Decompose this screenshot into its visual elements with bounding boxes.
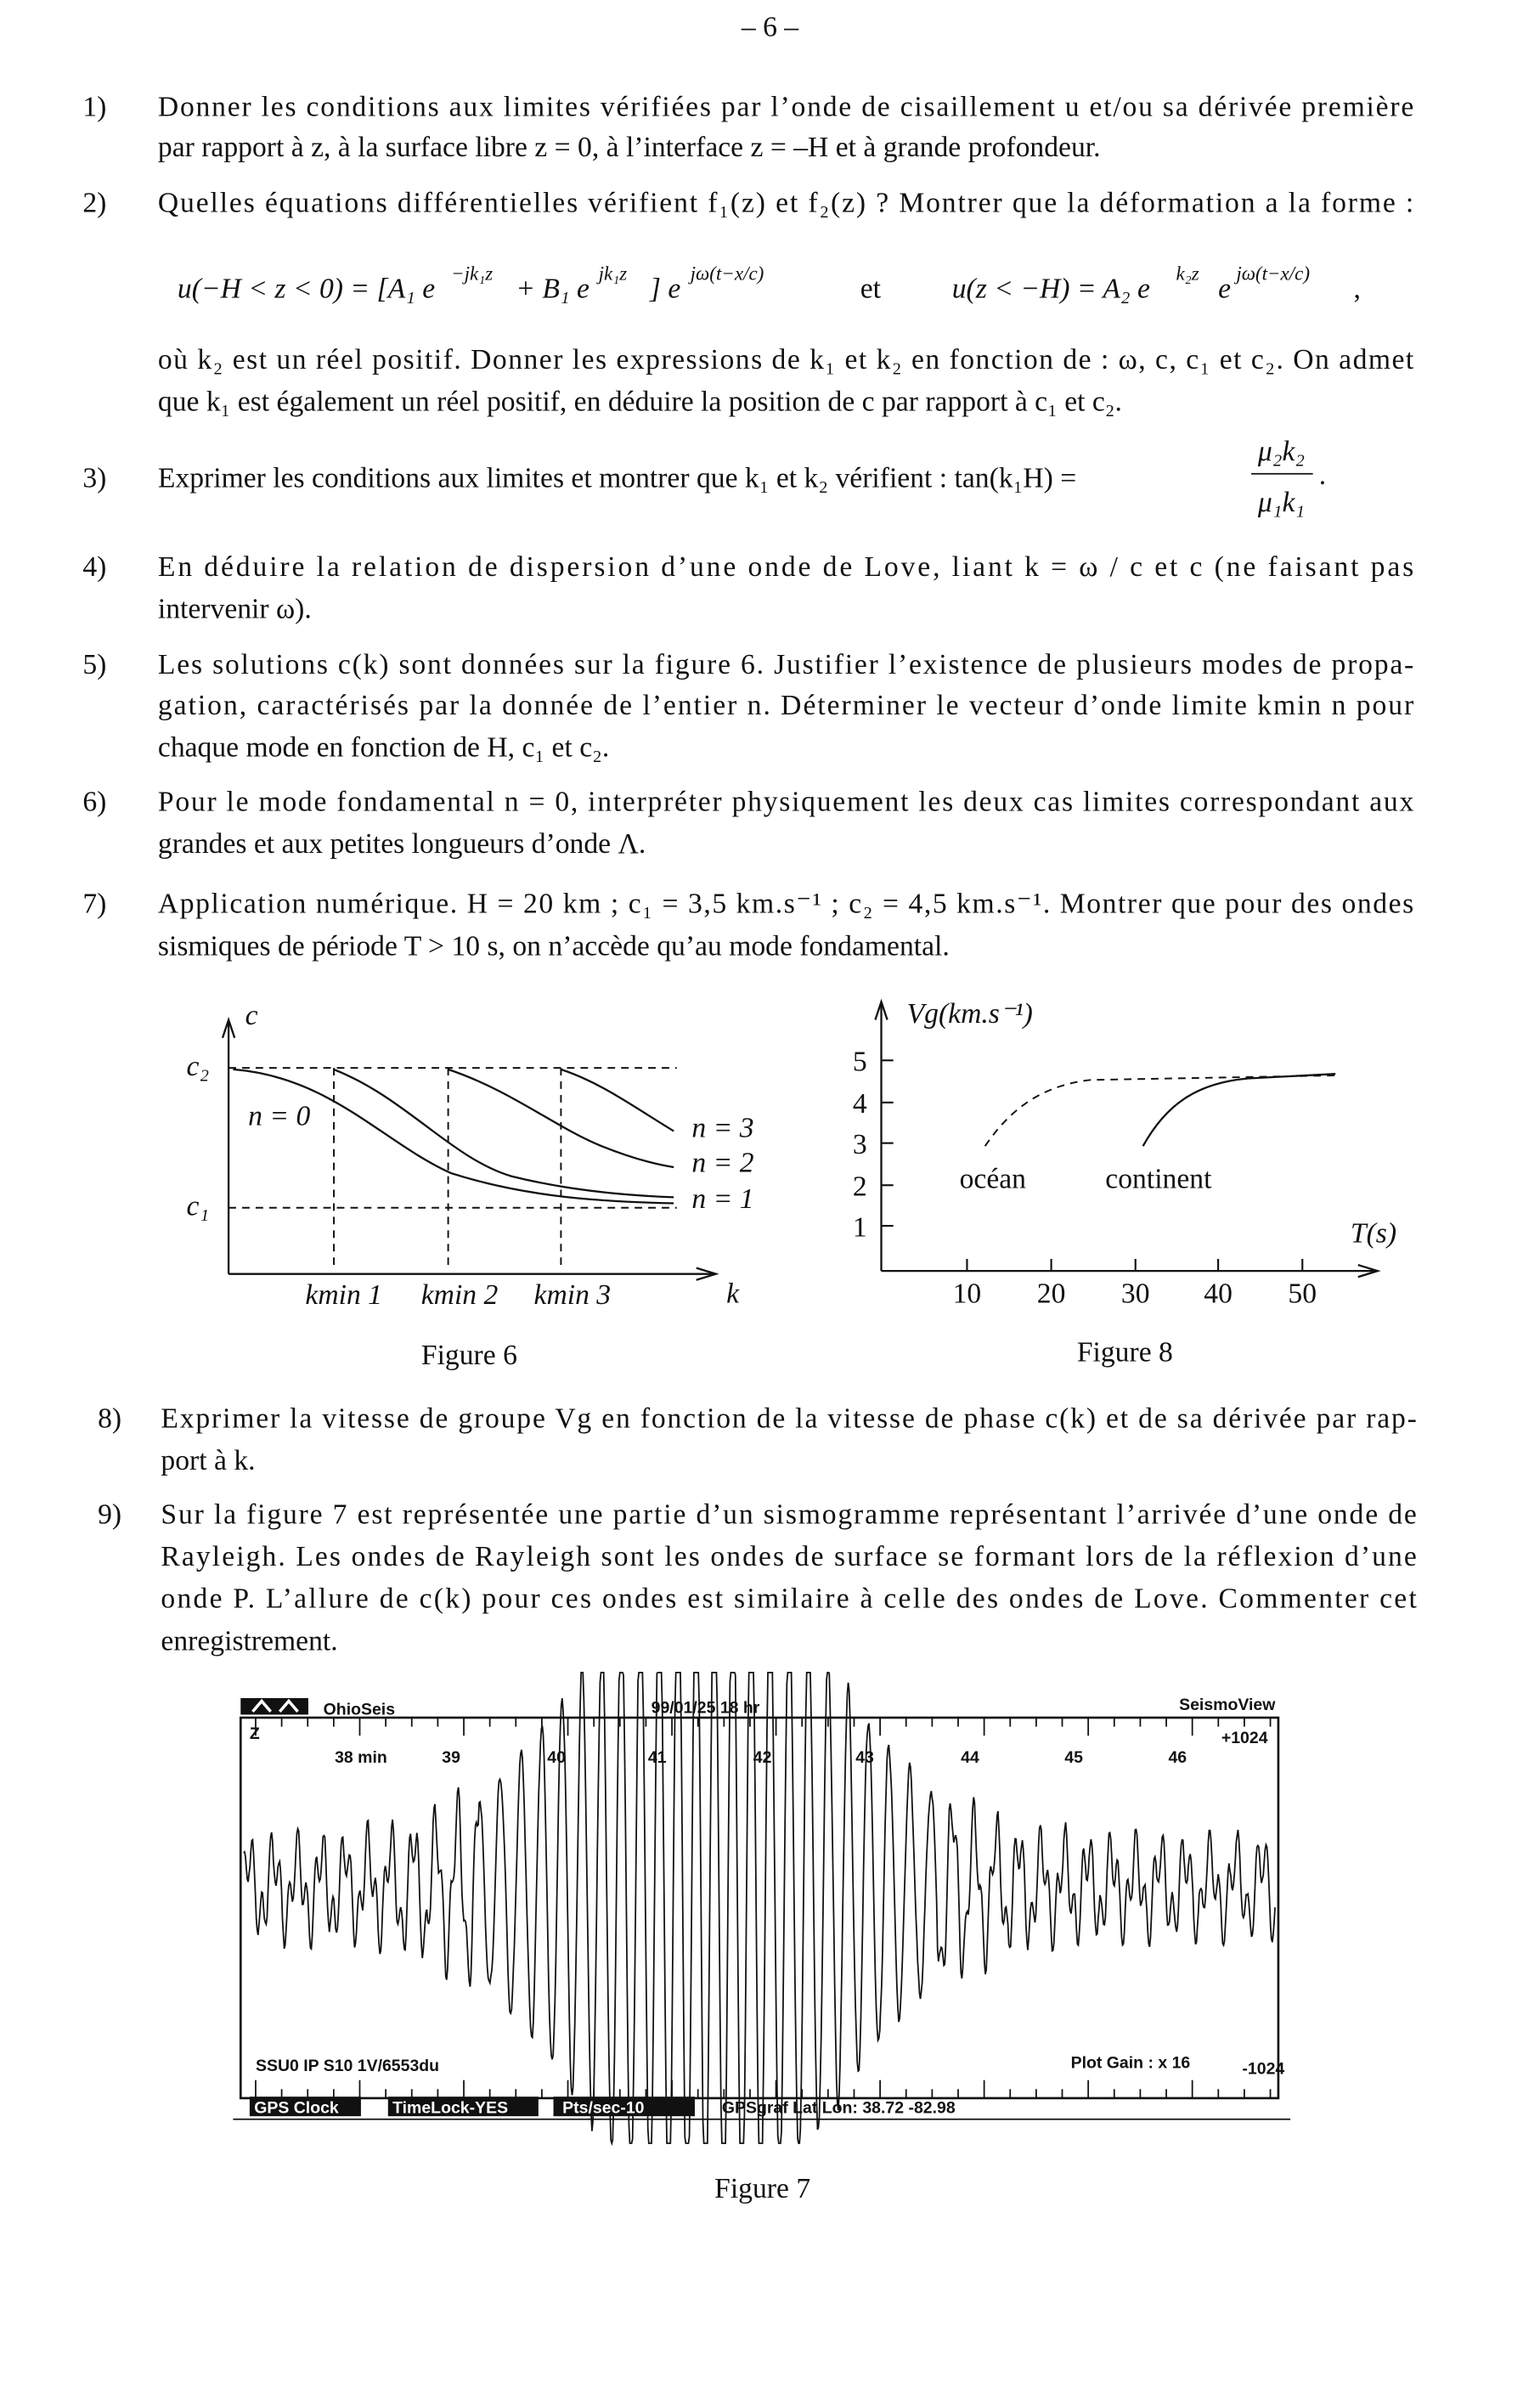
y-tick-label: 3: [852, 1129, 867, 1161]
top-scale-label: +1024: [1221, 1729, 1268, 1748]
fraction-denominator: μ₁k₁: [1257, 487, 1306, 519]
equation-part: + B₁ e: [516, 273, 589, 305]
question-5: [82, 649, 1413, 763]
kmin-label: kmin 2: [420, 1279, 499, 1312]
question-2: [82, 188, 1414, 418]
x-tick-label: 30: [1120, 1278, 1150, 1310]
question-line: gation, caractérisés par la donnée de l’entier n. Déterminer le vecteur d’onde limite kmin n pour: [157, 690, 1414, 722]
equation-exponent: −jk₁z: [451, 262, 494, 285]
mode-3-curve: [561, 1070, 674, 1132]
question-line: intervenir ω).: [157, 593, 312, 625]
kmin-label: kmin 3: [533, 1279, 612, 1312]
question-number: 7): [82, 888, 107, 920]
y-tick-label: 5: [852, 1046, 867, 1078]
y-tick-label: 1: [852, 1211, 867, 1244]
continent-curve: [1143, 1074, 1336, 1146]
question-line: où k₂ est un réel positif. Donner les expressions de k₁ et k₂ en fonction de : ω, c, c₁ et c₂. On admet: [157, 343, 1414, 375]
channel-label: Z: [249, 1724, 260, 1743]
gps-clock-label: GPS Clock: [254, 2098, 339, 2118]
question-line: chaque mode en fonction de H, c₁ et c₂.: [157, 731, 610, 764]
y-axis-label: c: [245, 999, 258, 1031]
question-line: onde P. L’allure de c(k) pour ces ondes est similaire à celle des ondes de Love. Commenter cet: [161, 1583, 1417, 1615]
continent-label: continent: [1105, 1163, 1212, 1195]
x-tick-label: 40: [1204, 1278, 1233, 1310]
time-label: 39: [442, 1748, 460, 1768]
mode-label: n = 3: [691, 1112, 754, 1144]
app-label: SeismoView: [1179, 1696, 1276, 1715]
question-6: [82, 786, 1413, 860]
x-tick-label: 10: [952, 1278, 982, 1310]
x-tick-label: 20: [1036, 1278, 1066, 1310]
bottom-scale-label: -1024: [1242, 2059, 1285, 2079]
question-line: Rayleigh. Les ondes de Rayleigh sont les ondes de surface se formant lors de la réflexion d’une: [161, 1541, 1417, 1573]
figure-caption: Figure 6: [420, 1339, 517, 1371]
question-7: [82, 889, 1413, 962]
mode-label: n = 0: [248, 1100, 311, 1132]
question-line: Application numérique. H = 20 km ; c₁ = 3,5 km.s⁻¹ ; c₂ = 4,5 km.s⁻¹. Montrer que pour des ondes: [157, 888, 1414, 920]
y-axis-label: Vg(km.s⁻¹): [906, 998, 1033, 1030]
question-number: 8): [98, 1403, 122, 1435]
equation-part: ] e: [649, 273, 681, 305]
question-4: [82, 551, 1413, 625]
equation-part: ,: [1353, 273, 1361, 305]
time-label: 41: [647, 1748, 667, 1768]
time-label: 45: [1064, 1748, 1083, 1768]
question-number: 5): [82, 649, 107, 681]
fraction-end: .: [1318, 460, 1327, 492]
question-line: enregistrement.: [161, 1625, 338, 1657]
x-axis-label: T(s): [1350, 1217, 1397, 1250]
ocean-curve: [985, 1075, 1336, 1146]
question-line: Pour le mode fondamental n = 0, interpréter physiquement les deux cas limites correspondant aux: [157, 786, 1414, 818]
date-label: 99/01/25 18 hr: [651, 1698, 760, 1718]
mode-label: n = 1: [691, 1182, 754, 1215]
figure-6: [187, 1000, 754, 1371]
time-label: 43: [855, 1748, 874, 1768]
x-axis-label: k: [726, 1278, 740, 1310]
question-8: [98, 1403, 1417, 1476]
mode-label: n = 2: [691, 1147, 754, 1179]
question-line: Sur la figure 7 est représentée une partie d’un sismogramme représentant l’arrivée d’une onde de: [161, 1498, 1417, 1531]
question-line: En déduire la relation de dispersion d’une onde de Love, liant k = ω / c et c (ne faisant pas: [157, 551, 1414, 584]
station-label: SSU0 IP S10 1V/6553du: [255, 2057, 440, 2076]
ohioseis-logo: [240, 1698, 308, 1714]
equation-part: u(−H < z < 0) = [A₁ e: [177, 273, 436, 305]
time-label: 44: [961, 1748, 979, 1768]
y-tick-label: 4: [852, 1088, 867, 1120]
time-label: 42: [753, 1748, 772, 1768]
pts-sec-label: Pts/sec-10: [562, 2098, 645, 2118]
question-number: 3): [82, 462, 107, 494]
question-1: [82, 91, 1413, 163]
figure-caption: Figure 7: [714, 2172, 811, 2204]
question-number: 9): [98, 1498, 122, 1531]
equation: [178, 262, 1361, 304]
question-line: Les solutions c(k) sont données sur la figure 6. Justifier l’existence de plusieurs modes de propa-: [157, 649, 1414, 681]
question-number: 1): [82, 91, 107, 123]
question-3: [82, 436, 1326, 518]
question-line: Exprimer la vitesse de groupe Vg en fonction de la vitesse de phase c(k) et de sa dérivée par rap-: [161, 1403, 1417, 1435]
time-label: 40: [547, 1748, 566, 1768]
question-line: Exprimer les conditions aux limites et montrer que k₁ et k₂ vérifient : tan(k₁H) =: [157, 462, 1077, 494]
question-line: grandes et aux petites longueurs d’onde Λ.: [157, 827, 646, 860]
equation-exponent: jω(t−x/c): [690, 262, 764, 285]
question-number: 4): [82, 551, 107, 584]
c2-label: c₂: [186, 1050, 210, 1082]
kmin-label: kmin 1: [305, 1279, 383, 1312]
question-number: 2): [82, 187, 107, 219]
figure-caption: Figure 8: [1076, 1336, 1173, 1369]
question-9: [98, 1499, 1417, 1657]
gps-coordinates: GPSgraf Lat Lon: 38.72 -82.98: [721, 2098, 956, 2118]
ocean-label: océan: [959, 1163, 1026, 1195]
equation-connector: et: [860, 273, 882, 305]
question-number: 6): [82, 786, 107, 818]
equation-exponent: jω(t−x/c): [1236, 262, 1311, 285]
equation-part: u(z < −H) = A₂ e: [951, 273, 1150, 305]
y-tick-label: 2: [852, 1171, 867, 1203]
time-label: 38 min: [335, 1748, 387, 1768]
equation-part: e: [1218, 273, 1232, 305]
figure-8: [853, 998, 1396, 1368]
x-tick-label: 50: [1288, 1278, 1317, 1310]
figure-7-seismogram: [233, 1673, 1290, 2204]
plot-gain-label: Plot Gain : x 16: [1070, 2053, 1191, 2073]
c1-label: c₁: [186, 1190, 210, 1222]
question-line: par rapport à z, à la surface libre z = 0, à l’interface z = –H et à grande profondeur.: [157, 132, 1101, 164]
page-number: – 6 –: [741, 11, 799, 43]
question-line: sismiques de période T > 10 s, on n’accède qu’au mode fondamental.: [157, 930, 950, 962]
timelock-label: TimeLock-YES: [392, 2098, 509, 2118]
time-label: 46: [1168, 1748, 1187, 1768]
equation-exponent: k₂z: [1176, 262, 1199, 285]
fraction-numerator: μ₂k₂: [1257, 435, 1306, 467]
brand-label: OhioSeis: [323, 1700, 396, 1719]
question-line: que k₁ est également un réel positif, en déduire la position de c par rapport à c₁ et c₂.: [157, 386, 1122, 418]
equation-exponent: jk₁z: [598, 262, 628, 285]
question-line: port à k.: [161, 1444, 256, 1476]
question-line: Quelles équations différentielles vérifient f₁(z) et f₂(z) ? Montrer que la déformation a la forme :: [157, 187, 1414, 219]
question-line: Donner les conditions aux limites vérifiées par l’onde de cisaillement u et/ou sa dérivée première: [157, 91, 1414, 123]
